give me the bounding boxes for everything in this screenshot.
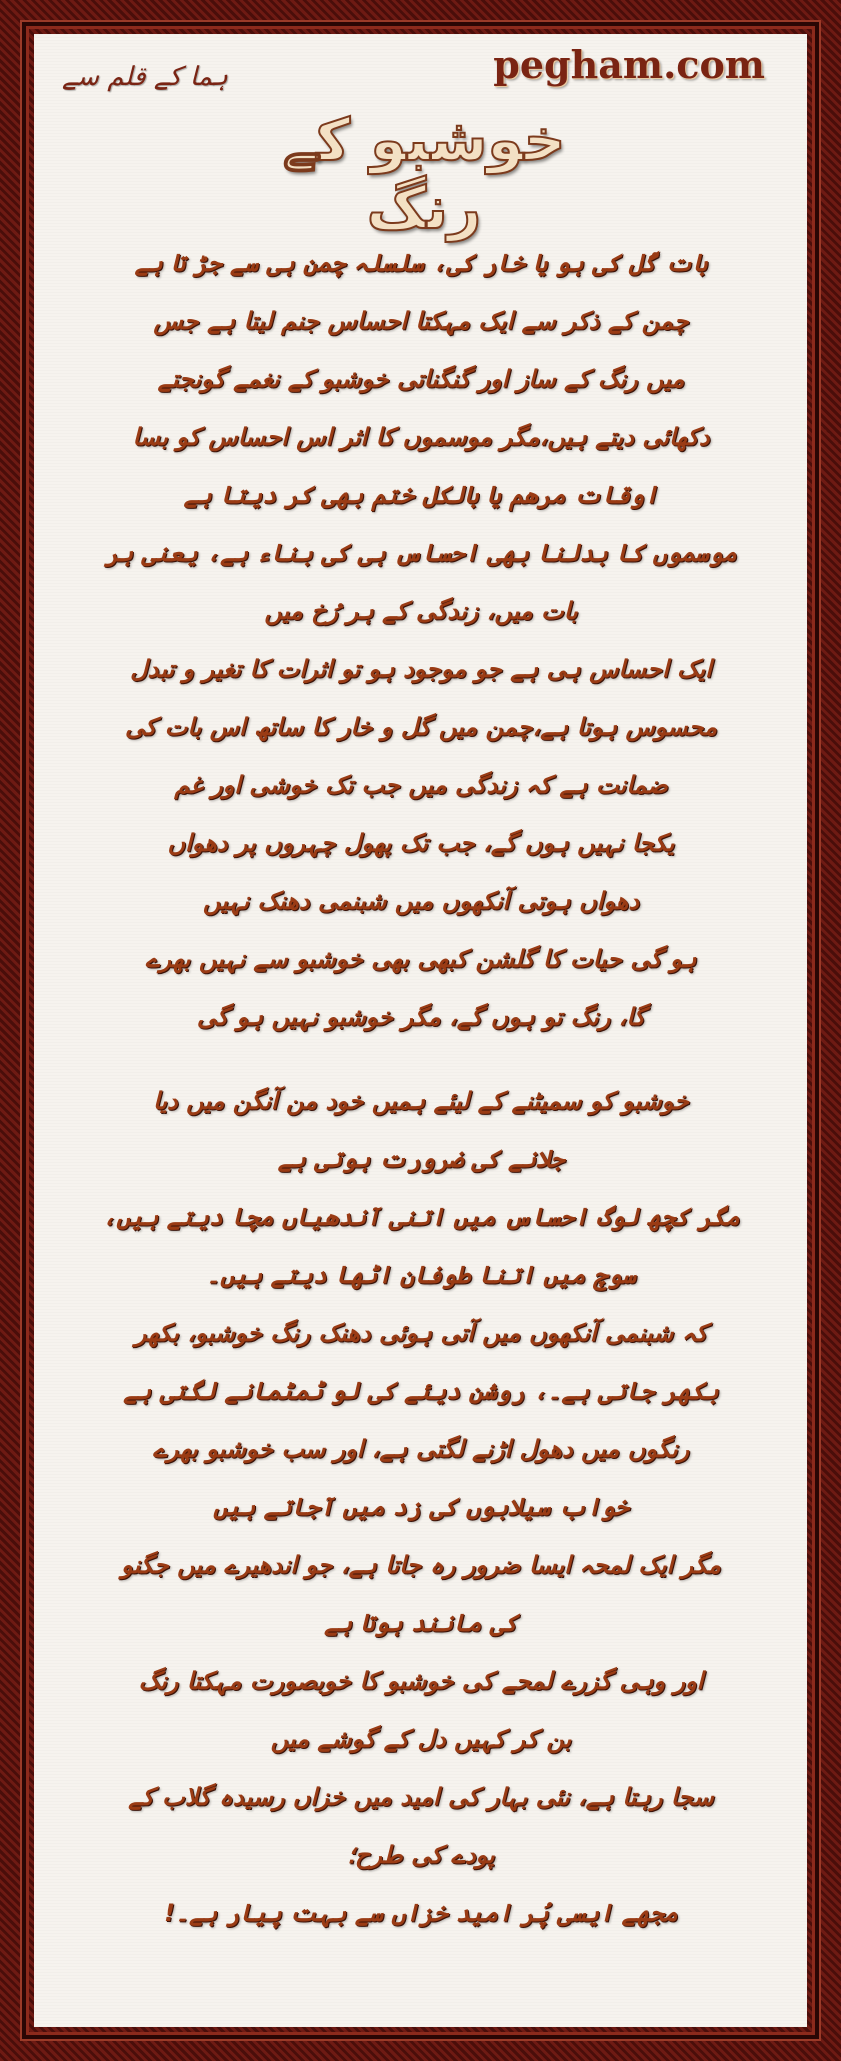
poem-line: بات میں، زندگی کے ہر رُخ میں — [264, 597, 578, 625]
poem-line: میں رنگ کے ساز اور گنگناتی خوشبو کے نغمے گونجتے — [157, 365, 685, 393]
poem-line: خواب سیلابوں کی زد میں آجاتے ہیں — [213, 1493, 629, 1521]
poem-line: گا، رنگ تو ہوں گے، مگر خوشبو نہیں ہو گی — [196, 1003, 646, 1031]
page-title: خوشبو کے رنگ — [282, 106, 566, 242]
poem-line: کی مانند ہوتا ہے — [324, 1609, 518, 1637]
poem-line: ہو گی حیات کا گلشن کبھی بھی خوشبو سے نہیں بھرے — [145, 945, 697, 973]
poem-line: مگر ایک لمحہ ایسا ضرور رہ جاتا ہے، جو اندھیرے میں جگنو — [121, 1551, 721, 1579]
poem-line: پودے کی طرح؛ — [347, 1841, 495, 1869]
poem-line: کہ شبنمی آنکھوں میں آتی ہوئی دھنک رنگ خوشبو، بکھر — [134, 1319, 708, 1347]
poem-line: خوشبو کو سمیٹنے کے لیئے ہمیں خود من آنگن میں دیا — [153, 1087, 689, 1115]
site-name: pegham.com — [493, 42, 765, 87]
poem-line: بات گُل کی ہو یا خار کی، سلسلہ چمن ہی سے جڑ تا ہے — [134, 249, 708, 277]
poem-line: سجا رہتا ہے، نئی بہار کی امید میں خزاں رسیدہ گلاب کے — [128, 1783, 714, 1811]
poem-line: یکجا نہیں ہوں گے، جب تک پھول چہروں پر دھواں — [167, 829, 675, 857]
poem-line: موسموں کا بدلنا بھی احساس ہی کی بناء ہے، یعنی ہر — [105, 539, 737, 567]
stanza-gap — [70, 1046, 772, 1072]
poem-line: بکھر جاتی ہے۔، روشن دیئے کی لو ٹمٹمانے لگتی ہے — [123, 1377, 719, 1405]
poem-line: محسوس ہوتا ہے،چمن میں گل و خار کا ساتھ اس بات کی — [125, 713, 717, 741]
byline: ہما کے قلم سے — [62, 62, 228, 92]
poem-line: دکھائی دیتے ہیں،مگر موسموں کا اثر اس احساس کو بسا — [132, 423, 710, 451]
poem-line: جلانے کی ضرورت ہوتی ہے — [277, 1145, 565, 1173]
poem-line: ضمانت ہے کہ زندگی میں جب تک خوشی اور غم — [174, 771, 668, 799]
poem-line: دھواں ہوتی آنکھوں میں شبنمی دھنک نہیں — [202, 887, 640, 915]
poem-line: اور وہی گزرے لمحے کی خوشبو کا خوبصورت مہکتا رنگ — [138, 1667, 704, 1695]
poem-line: ایک احساس ہی ہے جو موجود ہو تو اثرات کا تغیر و تبدل — [130, 655, 712, 683]
poem-line: سوچ میں اتنا طوفان اٹھا دیتے ہیں۔ — [206, 1261, 636, 1289]
poem-body — [70, 234, 772, 1942]
paper-page — [34, 34, 807, 2027]
poem-line: مجھے ایسی پُر امید خزاں سے بہت پیار ہے۔! — [164, 1899, 678, 1927]
poem-line: مگر کچھ لوگ احساس میں اتنی آندھیاں مچا دیتے ہیں، — [102, 1203, 740, 1231]
poem-line: بن کر کہیں دل کے گوشے میں — [270, 1725, 572, 1753]
poem-line: رنگوں میں دھول اڑنے لگتی ہے، اور سب خوشبو بھرے — [152, 1435, 690, 1463]
poem-line: اوقات مرھم یا بالکل ختم بھی کر دیتا ہے — [183, 481, 659, 509]
poem-line: چمن کے ذکر سے ایک مہکتا احساس جنم لیتا ہے جس — [153, 307, 689, 335]
